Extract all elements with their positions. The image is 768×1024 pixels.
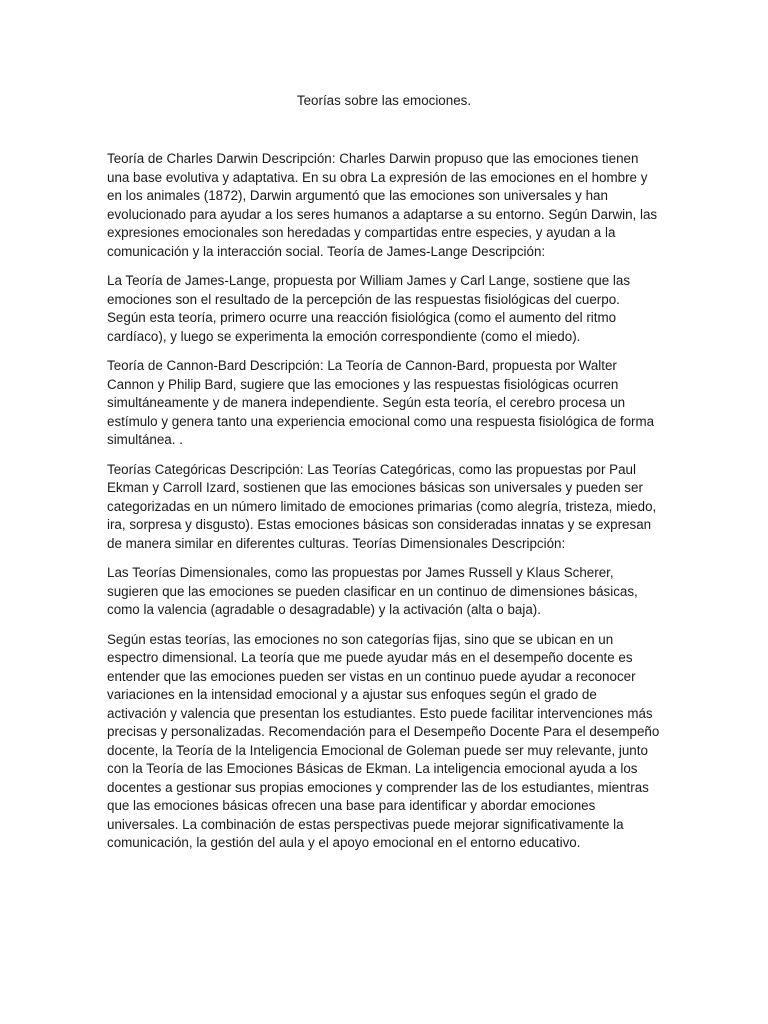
- paragraph-recomendacion: Según estas teorías, las emociones no son categorías fijas, sino que se ubican en un espectro dimensional. La teoría que me puede ayudar más en el desempeño docente es entender que las emociones pueden ser vistas en un continuo puede ayudar a reconocer variaciones en la intensidad emocional y a ajustar sus enfoques según el grado de activación y valencia que presentan los estudiantes. Esto puede facilitar intervenciones más precisas y personalizadas. Recomendación para el Desempeño Docente Para el desempeño docente, la Teoría de la Inteligencia Emocional de Goleman puede ser muy relevante, junto con la Teoría de las Emociones Básicas de Ekman. La inteligencia emocional ayuda a los docentes a gestionar sus propias emociones y comprender las de los estudiantes, mientras que las emociones básicas ofrecen una base para identificar y abordar emociones universales. La combinación de estas perspectivas puede mejorar significativamente la comunicación, la gestión del aula y el apoyo emocional en el entorno educativo.: [107, 631, 660, 850]
- document-body: [107, 150, 660, 864]
- paragraph-darwin: Teoría de Charles Darwin Descripción: Charles Darwin propuso que las emociones tienen una base evolutiva y adaptativa. En su obra La expresión de las emociones en el hombre y en los animales (1872), Darwin argumentó que las emociones son universales y han evolucionado para ayudar a los seres humanos a adaptarse a su entorno. Según Darwin, las expresiones emocionales son heredadas y compartidas entre especies, y ayudan a la comunicación y la interacción social. Teoría de James-Lange Descripción:: [107, 151, 658, 259]
- page-title: Teorías sobre las emociones.: [296, 93, 472, 108]
- paragraph-cannon-bard: Teoría de Cannon-Bard Descripción: La Teoría de Cannon-Bard, propuesta por Walter Cannon y Philip Bard, sugiere que las emociones y las respuestas fisiológicas ocurren simultáneamente y de manera independiente. Según esta teoría, el cerebro procesa un estímulo y genera tanto una experiencia emocional como una respuesta fisiológica de forma simultánea. .: [107, 358, 655, 447]
- paragraph-dimensionales: Las Teorías Dimensionales, como las propuestas por James Russell y Klaus Scherer, sugieren que las emociones se pueden clasificar en un continuo de dimensiones básicas, como la valencia (agradable o desagradable) y la activación (alta o baja).: [107, 565, 638, 617]
- paragraph-james-lange: La Teoría de James-Lange, propuesta por William James y Carl Lange, sostiene que las emociones son el resultado de la percepción de las respuestas fisiológicas del cuerpo. Según esta teoría, primero ocurre una reacción fisiológica (como el aumento del ritmo cardíaco), y luego se experimenta la emoción correspondiente (como el miedo).: [107, 273, 631, 344]
- paragraph-categoricas: Teorías Categóricas Descripción: Las Teorías Categóricas, como las propuestas por Paul Ekman y Carroll Izard, sostienen que las emociones básicas son universales y pueden ser categorizadas en un número limitado de emociones primarias (como alegría, tristeza, miedo, ira, sorpresa y disgusto). Estas emociones básicas son consideradas innatas y se expresan de manera similar en diferentes culturas. Teorías Dimensionales Descripción:: [107, 461, 657, 551]
